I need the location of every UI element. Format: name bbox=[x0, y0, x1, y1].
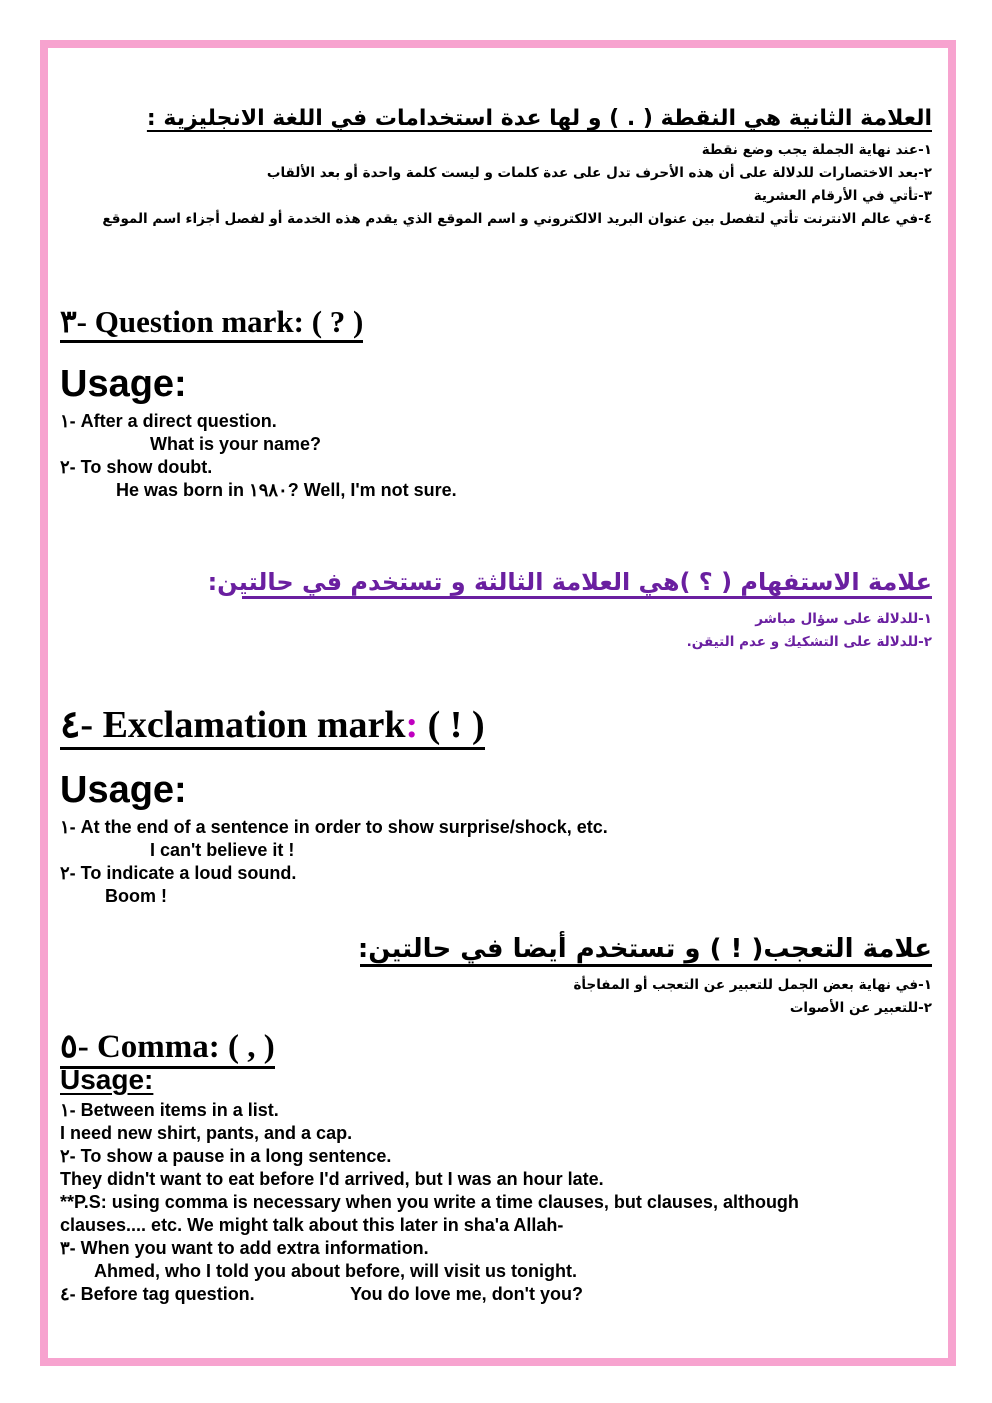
comma-note: clauses.... etc. We might talk about this later in sha'a Allah- bbox=[60, 1215, 564, 1235]
period-arabic-item: ٤-في عالم الانترنت تأتي لتفصل بين عنوان البريد الالكتروني و اسم الموقع الذي يقدم هذه الخدمة أو لفصل أجزاء اسم الموقع bbox=[102, 211, 932, 227]
exclamation-arabic-heading: علامة التعجب( ! ) و تستخدم أيضا في حالتين: bbox=[360, 934, 932, 967]
exclamation-title-text: ٤- Exclamation mark bbox=[60, 704, 406, 746]
comma-usage-line: ٢- To show a pause in a long sentence. bbox=[60, 1146, 392, 1166]
exclamation-example: I can't believe it ! bbox=[150, 840, 295, 860]
comma-usage-line: ٤- Before tag question. bbox=[60, 1284, 255, 1304]
question-usage-label: Usage: bbox=[60, 363, 187, 405]
comma-example: I need new shirt, pants, and a cap. bbox=[60, 1123, 353, 1143]
period-arabic-item: ٢-بعد الاختصارات للدلالة على أن هذه الأحرف تدل على عدة كلمات و ليست كلمة واحدة أو بعد الألقاب bbox=[266, 165, 932, 181]
comma-example: They didn't want to eat before I'd arrived, but I was an hour late. bbox=[60, 1169, 604, 1189]
comma-example: You do love me, don't you? bbox=[350, 1284, 583, 1304]
question-example: What is your name? bbox=[150, 434, 322, 454]
question-arabic-heading: علامة الاستفهام ( ؟ )هي العلامة الثالثة و تستخدم في حالتين: bbox=[242, 568, 932, 599]
exclamation-mark-title bbox=[60, 702, 485, 750]
exclamation-arabic-item: ٢-للتعبير عن الأصوات bbox=[789, 1000, 932, 1016]
question-mark-title: ٣- Question mark: ( ? ) bbox=[60, 304, 363, 343]
period-arabic-item: ١-عند نهاية الجملة يجب وضع نقطة bbox=[701, 142, 932, 158]
exclamation-arabic-item: ١-في نهاية بعض الجمل للتعبير عن التعجب أو المفاجأة bbox=[573, 977, 932, 993]
question-usage-line: ٢- To show doubt. bbox=[60, 457, 213, 477]
exclamation-usage-label: Usage: bbox=[60, 769, 187, 811]
exclamation-title-mark: ( ! ) bbox=[418, 704, 485, 746]
question-example: He was born in ١٩٨٠? Well, I'm not sure. bbox=[116, 480, 457, 500]
question-usage-line: ١- After a direct question. bbox=[60, 411, 277, 431]
comma-usage-label: Usage: bbox=[60, 1064, 154, 1095]
period-arabic-heading: العلامة الثانية هي النقطة ( . ) و لها عدة استخدامات في اللغة الانجليزية : bbox=[146, 106, 932, 131]
exclamation-usage-line: ٢- To indicate a loud sound. bbox=[60, 863, 297, 883]
exclamation-example: Boom ! bbox=[105, 886, 167, 906]
comma-usage-line: ١- Between items in a list. bbox=[60, 1100, 279, 1120]
question-arabic-item: ١-للدلالة على سؤال مباشر bbox=[755, 611, 932, 627]
question-arabic-item: ٢-للدلالة على التشكيك و عدم التيقن. bbox=[686, 634, 932, 650]
comma-title: ٥- Comma: ( , ) bbox=[60, 1026, 275, 1069]
exclamation-title-colon: : bbox=[405, 704, 419, 746]
comma-usage-line: ٣- When you want to add extra information. bbox=[60, 1238, 429, 1258]
comma-example: Ahmed, who I told you about before, will visit us tonight. bbox=[94, 1261, 577, 1281]
exclamation-usage-line: ١- At the end of a sentence in order to show surprise/shock, etc. bbox=[60, 817, 608, 837]
comma-note: **P.S: using comma is necessary when you write a time clauses, but clauses, although bbox=[60, 1192, 799, 1212]
period-arabic-item: ٣-تأتي في الأرقام العشرية bbox=[753, 188, 932, 204]
